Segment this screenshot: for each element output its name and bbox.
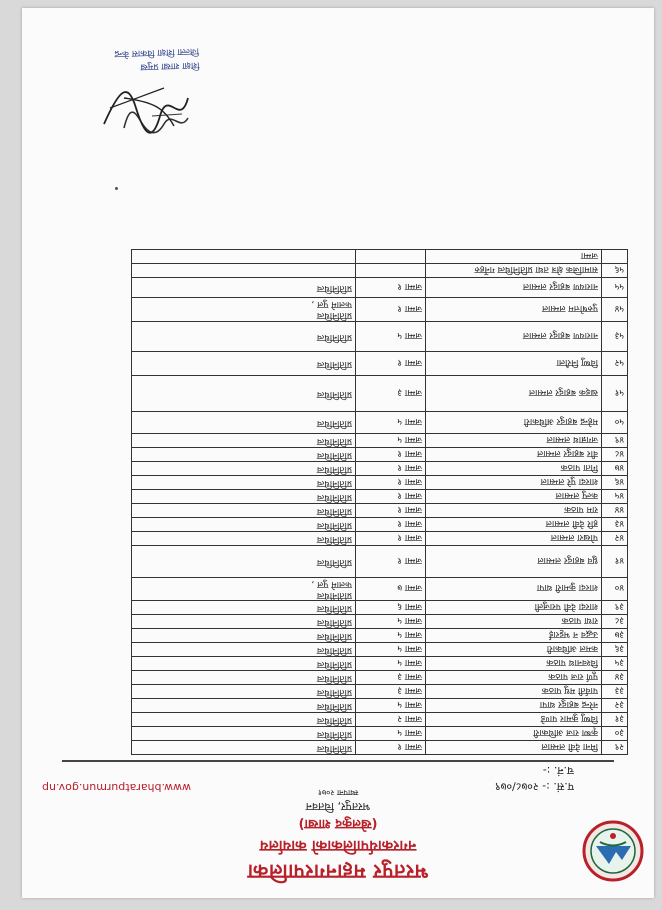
member-name-cell: नारायण बहादुर लम्साल [426,322,602,352]
remarks-cell [132,699,356,713]
member-name-cell: शारदा कुमारी थापा [426,578,602,601]
scan-speck [115,187,118,190]
serial-number-cell: ४३ [602,518,628,532]
count-cell: जम्मा ५ [356,699,426,713]
document-page [22,8,654,898]
established-note: स्थापना २०७१ [317,788,359,797]
table-row [132,713,628,727]
member-name-cell: राधा पाठक [426,615,602,629]
member-name-cell: महेन्द्र बहादुर अधिकारी [426,412,602,434]
remark-text: प्रतिनिधित्व [316,603,352,613]
table-row [132,532,628,546]
serial-number-cell: ३३ [602,685,628,699]
member-name-cell: उद्धव न भट्टराई [426,629,602,643]
member-table-body [132,250,628,755]
count-cell: जम्मा ५ [356,322,426,352]
count-cell: जम्मा १ [356,546,426,578]
count-cell: जम्मा ७ [356,578,426,601]
count-cell: जम्मा ३ [356,671,426,685]
member-name-cell: हरि देवी लम्साल [426,518,602,532]
member-name-cell: गिता पाठक [426,462,602,476]
remarks-cell [132,615,356,629]
serial-number-cell: ४२ [602,532,628,546]
count-cell: जम्मा १ [356,532,426,546]
count-cell: जम्मा २ [356,713,426,727]
serial-number-cell: ५२ [602,352,628,376]
remark-text: प्रतिनिधित्व [316,729,352,739]
serial-number-cell: ३७ [602,629,628,643]
table-row [132,476,628,490]
table-row [132,490,628,504]
table-row [132,601,628,615]
stamp-line-2: जिल्ला शिक्षा विकास केन्द्र [114,45,200,59]
remark-text: प्रतिनिधित्व [316,701,352,711]
remark-text: प्रतिनिधित्व [316,359,352,369]
table-row [132,671,628,685]
reference-number: प.सं. :- २०७८/०७९ [494,780,574,793]
count-cell: जम्मा १ [356,504,426,518]
serial-number-cell: ४५ [602,490,628,504]
serial-number-cell: ५६ [602,264,628,278]
table-row [132,462,628,476]
table-row [132,412,628,434]
member-name-cell: ध्रुव बहादुर लम्साल [426,546,602,578]
member-name-cell: खड्क बहादुर लम्साल [426,376,602,412]
remarks-cell [132,546,356,578]
remarks-cell [132,657,356,671]
count-cell: जम्मा ५ [356,412,426,434]
remark-text: प्रतिनिधित्व [316,590,352,600]
serial-number-cell: ५१ [602,376,628,412]
table-row [132,352,628,376]
remark-text: फलामे पुल , [311,299,352,310]
count-cell [356,250,426,264]
member-name-cell: विष्णु निरौला [426,352,602,376]
member-name-cell: पार्वती मधु पाठक [426,685,602,699]
count-cell: जम्मा १ [356,476,426,490]
serial-number-cell: ४६ [602,476,628,490]
remarks-cell [132,629,356,643]
table-row [132,699,628,713]
member-name-cell: वीर बहादुर लम्साल [426,448,602,462]
remarks-cell [132,741,356,755]
remark-text: प्रतिनिधित्व [316,418,352,428]
remark-text: प्रतिनिधित्व [316,450,352,460]
member-name-cell: पूर्ण राज पाठक [426,671,602,685]
member-name-cell: नारायण बहादुर लम्साल [426,278,602,298]
remarks-cell [132,671,356,685]
office-website: www.bharatpurmun.gov.np [42,781,192,794]
member-name-cell: शारदा देवी पराजुली [426,601,602,615]
serial-number-cell: ४० [602,578,628,601]
count-cell: जम्मा १ [356,462,426,476]
table-row [132,264,628,278]
count-cell [356,264,426,278]
member-name-cell: राम पाठक [426,504,602,518]
remarks-cell [132,727,356,741]
table-row [132,578,628,601]
table-row [132,448,628,462]
remark-text: फलामे पुल , [311,579,352,589]
table-row [132,741,628,755]
count-cell: जम्मा १ [356,741,426,755]
member-name-cell: कमल अधिकारी [426,643,602,657]
serial-number-cell: ४९ [602,434,628,448]
serial-number-cell: ४४ [602,504,628,518]
remark-text: प्रतिनिधित्व [316,506,352,516]
remarks-cell [132,250,356,264]
remarks-cell [132,278,356,298]
remarks-cell [132,264,356,278]
serial-number-cell: ३९ [602,601,628,615]
member-name-cell: नरेन्द्र बहादुर थापा [426,699,602,713]
table-row [132,518,628,532]
table-row [132,615,628,629]
member-name-cell: विष्णु कुमार पाण्डे [426,713,602,727]
table-row [132,657,628,671]
serial-number-cell: ३८ [602,615,628,629]
office-address: भरतपुर, चितवन [305,800,371,813]
table-row [132,685,628,699]
remarks-cell [132,643,356,657]
table-row [132,727,628,741]
serial-number-cell: ३२ [602,699,628,713]
remarks-cell [132,412,356,434]
remarks-cell [132,298,356,322]
table-row [132,322,628,352]
remarks-cell [132,713,356,727]
section-name: (खेलकुद शाखा) [298,816,378,831]
table-row [132,278,628,298]
serial-number-cell: २९ [602,741,628,755]
count-cell: जम्मा ६ [356,601,426,615]
remark-text: प्रतिनिधित्व [316,687,352,697]
remark-text: प्रतिनिधित्व [316,557,352,567]
member-table [131,249,628,755]
remarks-cell [132,322,356,352]
remark-text: प्रतिनिधित्व [316,520,352,530]
remark-text: प्रतिनिधित्व [316,310,352,321]
remarks-cell [132,352,356,376]
table-row [132,546,628,578]
remark-text: प्रतिनिधित्व [316,673,352,683]
member-name-cell: कृष्ण राज अधिकारी [426,727,602,741]
serial-number-cell [602,250,628,264]
count-cell: जम्मा १ [356,352,426,376]
remark-text: प्रतिनिधित्व [316,478,352,488]
count-cell: जम्मा ५ [356,657,426,671]
member-name-cell: कल्पु लम्साल [426,490,602,504]
table-row [132,643,628,657]
count-cell: जम्मा १ [356,448,426,462]
table-row [132,376,628,412]
count-cell: जम्मा ५ [356,727,426,741]
signature [98,80,194,138]
remarks-cell [132,601,356,615]
serial-number-cell: ३४ [602,671,628,685]
remark-text: प्रतिनिधित्व [316,389,352,399]
serial-number-cell: ३५ [602,657,628,671]
remarks-cell [132,578,356,601]
count-cell: जम्मा ३ [356,376,426,412]
remarks-cell [132,504,356,518]
remarks-cell [132,434,356,448]
remarks-cell [132,448,356,462]
table-row [132,298,628,322]
remarks-cell [132,532,356,546]
serial-number-cell: ३६ [602,643,628,657]
count-cell: जम्मा १ [356,278,426,298]
serial-number-cell: ५० [602,412,628,434]
count-cell: जम्मा ५ [356,615,426,629]
official-stamp [58,32,199,77]
remark-text: प्रतिनिधित्व [316,534,352,544]
count-cell: जम्मा ५ [356,629,426,643]
member-name-cell: जम्मा [426,250,602,264]
office-name: नगरकार्यपालिकाको कार्यालय [259,837,417,855]
remarks-cell [132,490,356,504]
table-row [132,504,628,518]
remark-text: प्रतिनिधित्व [316,332,352,342]
member-name-cell: पोखरा लम्साल [426,532,602,546]
serial-number-cell: ५३ [602,322,628,352]
remarks-cell [132,518,356,532]
serial-number-cell: ४१ [602,546,628,578]
serial-number-cell: ३१ [602,713,628,727]
member-name-cell: मिना देवी लम्साल [426,741,602,755]
remark-text: प्रतिनिधित्व [316,743,352,753]
serial-number-cell: ५४ [602,298,628,322]
serial-number-cell: ३० [602,727,628,741]
count-cell: जम्मा ५ [356,434,426,448]
table-row [132,434,628,448]
stamp-line-1: शिक्षा शाखा प्रमुख [140,59,200,72]
remarks-cell [132,685,356,699]
table-row [132,629,628,643]
remark-text: प्रतिनिधित्व [316,645,352,655]
table-row [132,250,628,264]
member-name-cell: सामाजिक क्षेत्र तथा प्रतिनिधित्व गर्नेहरु [426,264,602,278]
count-cell: जम्मा ५ [356,643,426,657]
member-name-cell: शारदा पुरे लम्साल [426,476,602,490]
member-name-cell: जगन्नाथ लम्साल [426,434,602,448]
remark-text: प्रतिनिधित्व [316,659,352,669]
count-cell: जम्मा १ [356,490,426,504]
remarks-cell [132,376,356,412]
serial-number-cell: ४७ [602,462,628,476]
remark-text: प्रतिनिधित्व [316,436,352,446]
count-cell: जम्मा ३ [356,685,426,699]
serial-number-cell: ५५ [602,278,628,298]
remark-text: प्रतिनिधित्व [316,464,352,474]
remark-text: प्रतिनिधित्व [316,715,352,725]
member-name-cell: विश्वनाथ पाठक [426,657,602,671]
remarks-cell [132,476,356,490]
remark-text: प्रतिनिधित्व [316,283,352,293]
remark-text: प्रतिनिधित्व [316,617,352,627]
header-rule [62,760,614,762]
count-cell: जम्मा १ [356,518,426,532]
dispatch-number: च.नं. :- [542,764,574,777]
municipality-title: भरतपुर महानगरपालिका [247,860,429,884]
member-name-cell: पुरुषोत्तम लम्साल [426,298,602,322]
count-cell: जम्मा १ [356,298,426,322]
serial-number-cell: ४८ [602,448,628,462]
remark-text: प्रतिनिधित्व [316,492,352,502]
remarks-cell [132,462,356,476]
remark-text: प्रतिनिधित्व [316,631,352,641]
